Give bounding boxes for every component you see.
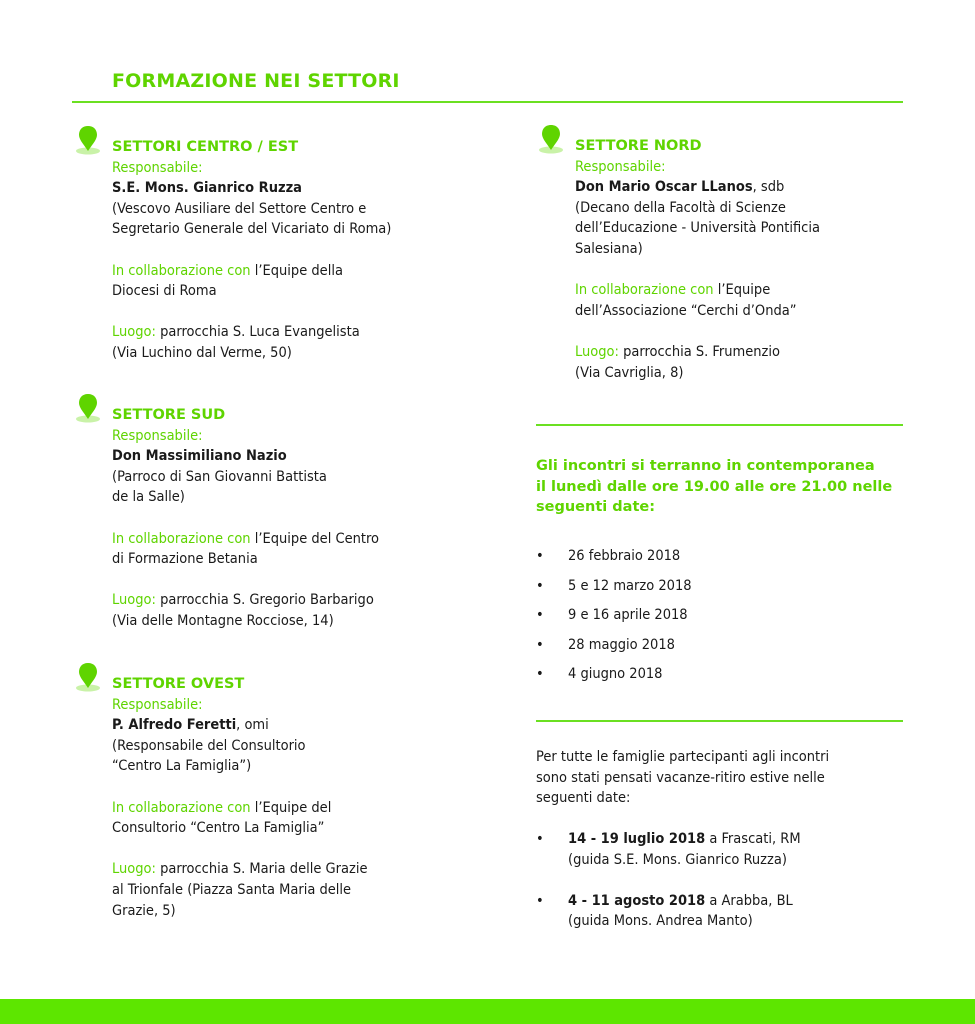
map-pin-icon: [75, 393, 101, 423]
retreat-intro-line: seguenti date:: [536, 790, 631, 807]
collab-text: dell’Associazione “Cerchi d’Onda”: [575, 302, 797, 319]
map-pin-icon: [75, 662, 101, 692]
place-text: (Via Cavriglia, 8): [575, 364, 684, 381]
role-line: Segretario Generale del Vicariato di Roma): [112, 221, 392, 238]
list-item: • 28 maggio 2018: [536, 635, 692, 665]
collab-text: l’Equipe del: [254, 799, 332, 816]
responsible-name: [575, 177, 955, 198]
collab-label: In collaborazione con: [112, 799, 251, 816]
retreat-dates: 4 - 11 agosto 2018: [568, 892, 706, 909]
list-item: [536, 829, 801, 870]
responsabile-label: Responsabile:: [112, 696, 203, 713]
retreat-intro: [536, 747, 916, 809]
responsible-name: [112, 715, 492, 736]
sector-centro-est: [112, 137, 492, 364]
name-text: S.E. Mons. Gianrico Ruzza: [112, 180, 302, 197]
collab-text: Consultorio “Centro La Famiglia”: [112, 820, 325, 837]
role-line: (Responsabile del Consultorio: [112, 737, 306, 754]
luogo-label: Luogo:: [112, 592, 156, 609]
place-text: (Via delle Montagne Rocciose, 14): [112, 612, 334, 629]
retreat-guide: (guida S.E. Mons. Gianrico Ruzza): [568, 851, 787, 868]
section-divider: [536, 424, 903, 426]
place-line: [575, 342, 955, 363]
map-pin-icon: [75, 125, 101, 155]
sector-heading: SETTORE OVEST: [112, 676, 245, 692]
retreat-location: a Frascati, RM: [705, 831, 801, 847]
luogo-label: Luogo:: [575, 343, 619, 360]
place-line: [112, 590, 492, 611]
collaboration-line: [112, 261, 492, 282]
footer-bar: [0, 999, 975, 1024]
place-text: al Trionfale (Piazza Santa Maria delle: [112, 881, 352, 898]
schedule-line: seguenti date:: [536, 499, 656, 516]
place-line: [112, 322, 492, 343]
role-line: (Parroco di San Giovanni Battista: [112, 468, 327, 485]
sector-heading: SETTORI CENTRO / EST: [112, 139, 299, 155]
list-item: • 4 giugno 2018: [536, 664, 692, 694]
sector-heading: SETTORE NORD: [575, 138, 702, 154]
role-line: “Centro La Famiglia”): [112, 758, 252, 775]
responsabile-label: Responsabile:: [575, 158, 666, 175]
sector-nord: [575, 136, 955, 383]
retreat-list: [536, 829, 801, 953]
role-line: dell’Educazione - Università Pontificia: [575, 220, 820, 237]
meeting-dates-list: [536, 546, 692, 694]
name-text: P. Alfredo Feretti: [112, 717, 237, 734]
place-line: [112, 859, 492, 880]
responsible-name: [112, 178, 492, 199]
list-item: • 9 e 16 aprile 2018: [536, 605, 692, 635]
role-line: (Decano della Facoltà di Scienze: [575, 199, 786, 216]
retreat-dates: 14 - 19 luglio 2018: [568, 831, 706, 847]
collab-text: di Formazione Betania: [112, 551, 258, 568]
title-divider: [72, 101, 903, 103]
list-item: [536, 891, 801, 932]
luogo-label: Luogo:: [112, 861, 156, 878]
luogo-label: Luogo:: [112, 324, 156, 341]
schedule-intro: [536, 456, 916, 518]
place-text: parrocchia S. Maria delle Grazie: [160, 861, 368, 878]
collab-text: l’Equipe della: [254, 262, 343, 279]
section-divider: [536, 720, 903, 722]
collab-text: l’Equipe del Centro: [254, 530, 380, 547]
sector-sud: [112, 405, 492, 632]
name-text: Don Mario Oscar LLanos: [575, 179, 753, 196]
place-text: parrocchia S. Gregorio Barbarigo: [160, 592, 374, 609]
schedule-line: Gli incontri si terranno in contemporanea: [536, 458, 875, 474]
sector-heading: SETTORE SUD: [112, 407, 226, 423]
collab-text: l’Equipe: [717, 282, 771, 299]
list-item: • 5 e 12 marzo 2018: [536, 576, 692, 606]
place-text: parrocchia S. Frumenzio: [623, 343, 780, 360]
collaboration-line: [112, 798, 492, 819]
list-item: • 26 febbraio 2018: [536, 546, 692, 576]
role-line: Salesiana): [575, 240, 643, 257]
sector-ovest: [112, 674, 492, 921]
map-pin-icon: [538, 124, 564, 154]
collab-label: In collaborazione con: [575, 282, 714, 299]
retreat-location: a Arabba, BL: [705, 892, 793, 909]
place-text: parrocchia S. Luca Evangelista: [160, 324, 360, 341]
responsible-name: [112, 446, 492, 467]
collab-label: In collaborazione con: [112, 262, 251, 279]
collab-text: Diocesi di Roma: [112, 283, 217, 300]
role-line: de la Salle): [112, 489, 185, 506]
place-text: Grazie, 5): [112, 902, 176, 919]
collab-label: In collaborazione con: [112, 530, 251, 547]
name-suffix: , omi: [236, 717, 269, 734]
retreat-intro-line: sono stati pensati vacanze-ritiro estive nelle: [536, 769, 825, 786]
name-text: Don Massimiliano Nazio: [112, 448, 287, 465]
retreat-guide: (guida Mons. Andrea Manto): [568, 913, 753, 930]
retreat-intro-line: Per tutte le famiglie partecipanti agli incontri: [536, 749, 830, 765]
collaboration-line: [112, 529, 492, 550]
page-title: FORMAZIONE NEI SETTORI: [112, 70, 400, 92]
collaboration-line: [575, 280, 955, 301]
role-line: (Vescovo Ausiliare del Settore Centro e: [112, 200, 367, 217]
responsabile-label: Responsabile:: [112, 159, 203, 176]
place-text: (Via Luchino dal Verme, 50): [112, 344, 292, 361]
schedule-line: il lunedì dalle ore 19.00 alle ore 21.00 nelle: [536, 478, 893, 495]
responsabile-label: Responsabile:: [112, 427, 203, 444]
name-suffix: , sdb: [752, 179, 785, 196]
